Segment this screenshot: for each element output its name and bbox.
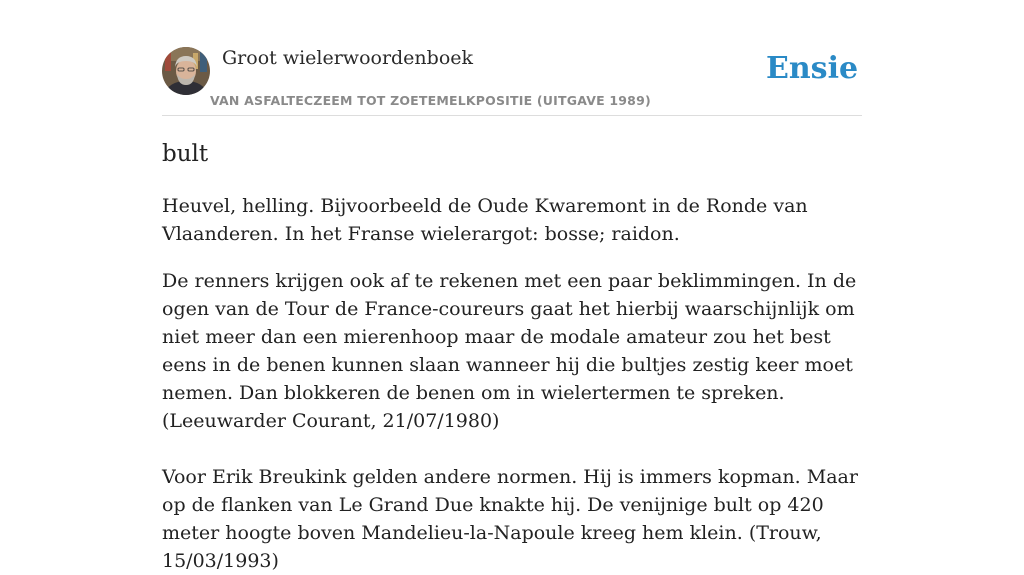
entry-term: bult xyxy=(162,141,209,167)
ensie-logo[interactable]: Ensie xyxy=(766,51,859,86)
entry-quotes xyxy=(162,267,867,575)
book-subtitle: VAN ASFALTECZEEM TOT ZOETEMELKPOSITIE (UITGAVE 1989) xyxy=(210,93,651,108)
header-divider xyxy=(162,115,862,116)
book-title[interactable]: Groot wielerwoordenboek xyxy=(222,47,474,69)
quote-item: Voor Erik Breukink gelden andere normen. Hij is immers kopman. Maar op de flanken van Le Grand Due knakte hij. De venijnige bult op 420 meter hoogte boven Mandelieu-la-Napoule kreeg hem klein. (Trouw, 15/03/1993) xyxy=(162,466,858,572)
quote-item: De renners krijgen ook af te rekenen met een paar beklimmingen. In de ogen van de Tour de France-coureurs gaat het hierbij waarschijnlijk om niet meer dan een mierenhoop maar de modale amateur zou het best eens in de benen kunnen slaan wanneer hij die bultjes zestig keer moet nemen. Dan blokkeren de benen om in wielertermen te spreken. (Leeuwarder Courant, 21/07/1980) xyxy=(162,270,857,432)
entry-definition: Heuvel, helling. Bijvoorbeeld de Oude Kwaremont in de Ronde van Vlaanderen. In het Franse wielerargot: bosse; raidon. xyxy=(162,195,808,245)
author-avatar[interactable] xyxy=(162,47,210,95)
